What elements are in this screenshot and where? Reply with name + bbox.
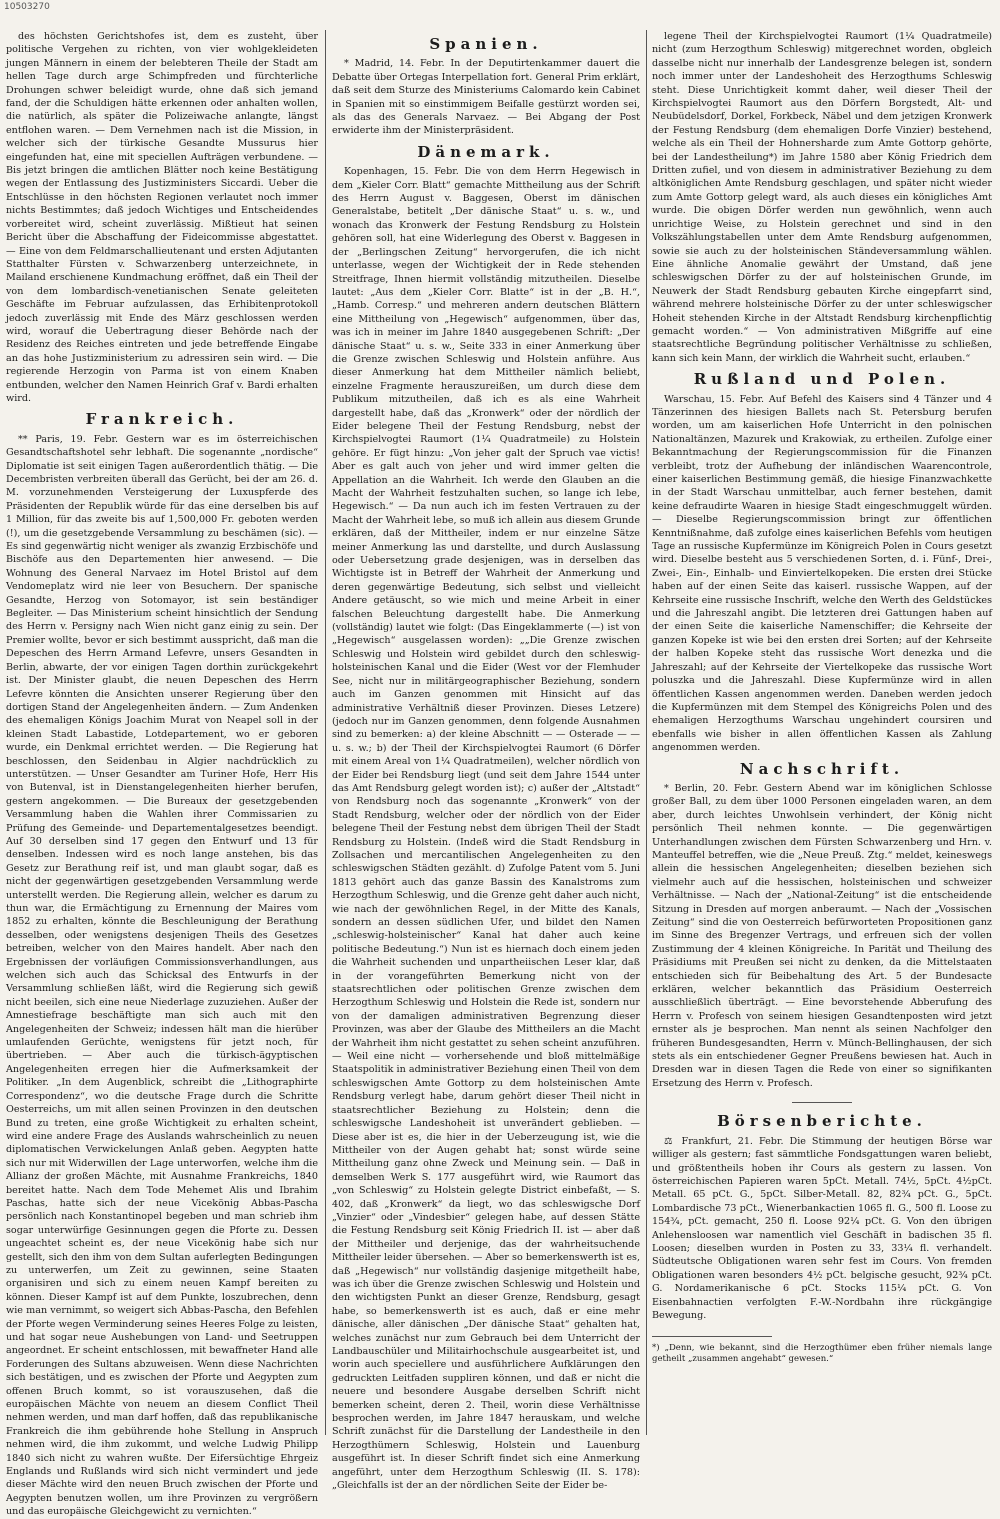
section-heading-nachschrift: Nachschrift.	[739, 759, 905, 778]
section-heading-boersenberichte: Börsenberichte.	[717, 1112, 927, 1131]
section-heading-russland-polen: Rußland und Polen.	[693, 370, 951, 389]
column-2	[332, 30, 640, 1492]
footnote: *) „Denn, wie bekannt, sind die Herzogthümer eben früher niemals lange getheilt „zusammen angehabt“ gewesen.“	[652, 1343, 992, 1365]
divider	[792, 1102, 852, 1103]
section-heading-spanien: Spanien.	[429, 35, 543, 53]
column-rule	[325, 30, 326, 1435]
article-paragraph: ⚖ Frankfurt, 21. Febr. Die Stimmung der heutigen Börse war williger als gestern; fast sämmtliche Fondsgattungen waren beliebt, und größtentheils hoben ihr Cours als gestern zu lassen. Von österreichischen Papieren waren 5pCt. Metall. 74½, 5pCt. 4½pCt. Metall. 65 pCt. G., 5pCt. Silber-Metall. 82, 82¾ pCt. G., 5pCt. Lombardische 73 pCt., Wienerbankactien 1065 fl. G., 500 fl. Loose zu 154¾, pCt. gemacht, 250 fl. Loose 92¼ pCt. G. Von den übrigen Anlehensloosen war namentlich viel Geschäft in badischen 35 fl. Loosen; dieselben wurden in Posten zu 33, 33¼ fl. verhandelt. Südteutsche Obligationen waren sehr fest im Cours. Von fremden Obligationen waren besonders 4½ pCt. belgische gesucht, 92¾ pCt. G. Nordamerikanische 6 pCt. Stocks 115¼ pCt. G. Von Eisenbahnactien verfolgten F.-W.-Nordbahn ihre rückgängige Bewegung.	[652, 1135, 992, 1321]
article-paragraph: ** Paris, 19. Febr. Gestern war es im österreichischen Gesandtschaftshotel sehr lebhaft. Die sogenannte „nordische“ Diplomatie ist seit einigen Tagen außerordentlich thätig. — Die Decembristen verbreiten überall das Gerücht, bei der am 26. d. M. vorzunehmenden Versteigerung der Luxuspferde des Präsidenten der Republik würde für das eine derselben bis auf 1 Million, für das zweite bis auf 1,500,000 Fr. geboten werden (!), um die gesetzgebende Versammlung zu beschämen (sic). — Es sind gegenwärtig nicht weniger als zwanzig Erzbischöfe und Bischöfe aus den Departementen hier anwesend. — Die Wohnung des General Narvaez im Hotel Bristol auf dem Vendomeplatz wird nie leer von Besuchern. Der spanische Gesandte, Herzog von Sotomayor, ist sein beständiger Begleiter. — Das Ministerium scheint hinsichtlich der Sendung des Herrn v. Persigny nach Wien nicht ganz einig zu sein. Der Premier wollte, bevor er sich bestimmt ausspricht, daß man die Depeschen des Herrn Armand Lefevre, unsers Gesandten in Berlin, abwarte, der vor einigen Tagen dorthin zurückgekehrt ist. Der Minister glaubt, die neuen Depeschen des Herrn Lefevre könnten die Ansichten unserer Regierung über den dortigen Stand der Angelegenheiten ändern. — Zum Andenken des ehemaligen Königs Joachim Murat von Neapel soll in der kleinen Stadt Labastide, Lotdepartement, wo er geboren wurde, ein Denkmal errichtet werden. — Die Regierung hat beschlossen, den Seidenbau in Algier nachdrücklich zu unterstützen. — Unser Gesandter am Turiner Hofe, Herr His von Butenval, ist in Dienstangelegenheiten hierher berufen, gestern angekommen. — Die Bureaux der gesetzgebenden Versammlung haben die Wahlen ihrer Commissarien zu Prüfung des Gemeinde- und Departementalgesetzes beendigt. Auf 30 derselben sind 17 gegen den Entwurf und 13 für denselben. Indessen wird es noch lange anstehen, bis das Gesetz zur Berathung reif ist, und man glaubt sogar, daß es nicht der gegenwärtigen gesetzgebenden Versammlung werde unterstellt werden. Die Regierung allein, welcher es darum zu thun war, die Ermächtigung zu Ernennung der Maires vom 1852 zu erhalten, könnte die Beschleunigung der Berathung desselben, oder wenigstens desjenigen Theils des Gesetzes betreiben, welcher von den Maires handelt. Aber nach den Ergebnissen der vorläufigen Commissionsverhandlungen, aus welchen sich auch das Schicksal des Entwurfs in der Versammlung schließen läßt, wird die Regierung sich gewiß nicht beeilen, sich eine neue Niederlage zuzuziehen. Außer der Amnestiefrage beschäftigte man sich auch mit den Angelegenheiten der Schweiz; indessen hält man die hierüber umlaufenden Gerüchte, wenigstens für jetzt noch, für übertrieben. — Aber auch die türkisch-ägyptischen Angelegenheiten erregen hier die Aufmerksamkeit der Politiker. „In dem Augenblick, schreibt die „Lithographirte Correspondenz“, wo die deutsche Frage durch die Schritte Oesterreichs, um mit allen seinen Provinzen in den deutschen Bund zu treten, eine große Wichtigkeit zu erhalten scheint, wird eine andere Frage des Auslands wahrscheinlich zu neuen diplomatischen Verwickelungen Anlaß geben. Aegypten hatte sich nur mit Widerwillen der Lage unterworfen, welche ihm die Allianz der großen Mächte, mit Ausnahme Frankreichs, 1840 bereitet hatte. Nach dem Tode Mehemet Alis und Ibrahim Paschas, hatte sich der neue Vicekönig Abbas-Pascha persönlich nach Konstantinopel begeben und man schrieb ihm sogar unterwürfige Gesinnungen gegen die Pforte zu. Dessen ungeachtet scheint es, der neue Vicekönig habe sich nur gestellt, sich den ihm von dem Sultan auferlegten Bedingungen zu unterwerfen, um Zeit zu gewinnen, seine Staaten organisiren und sich zu einem neuen Kampf bereiten zu können. Dieser Kampf ist auf dem Punkte, loszubrechen, denn wie man vernimmt, so weigert sich Abbas-Pascha, den Befehlen der Pforte wegen Verminderung seines Heeres Folge zu leisten, und hat sogar neue Aushebungen von Land- und Seetruppen angeordnet. Er scheint entschlossen, mit bewaffneter Hand alle Forderungen des Sultans abzuweisen. Wenn diese Nachrichten sich bestätigen, und es zwischen der Pforte und Aegypten zum offenen Bruch kommt, so ist vorauszusehen, daß die europäischen Mächte von neuem an diesem Conflict Theil nehmen werden, und man darf hoffen, daß das republikanische Frankreich die ihm gebührende hohe Stellung in Anspruch nehmen wird, die ihm zukommt, und welche Ludwig Philipp 1840 sich nicht zu wahren wußte. Der Eifersüchtige Ehrgeiz Englands und Rußlands wird sich nicht vermindert und jede dieser Mächte wird den neuen Bruch zwischen der Pforte und Aegypten benutzen wollen, um ihre Provinzen zu vergrößern und das europäische Gleichgewicht zu vernichten.“	[6, 433, 318, 1518]
section-heading-frankreich: Frankreich.	[85, 410, 239, 429]
article-paragraph: * Madrid, 14. Febr. In der Deputirtenkammer dauert die Debatte über Ortegas Interpellation fort. General Prim erklärt, daß seit dem Sturze des Ministeriums Calomardo kein Cabinet in Spanien mit so einstimmigem Beifalle gestürzt worden sei, als das des Generals Narvaez. — Bei Abgang der Post erwiderte ihm der Ministerpräsident.	[332, 58, 640, 137]
article-paragraph: * Berlin, 20. Febr. Gestern Abend war im königlichen Schlosse großer Ball, zu dem über 1000 Personen eingeladen waren, an dem aber, durch leichtes Unwohlsein verhindert, der König nicht persönlich Theil nehmen konnte. — Die gegenwärtigen Unterhandlungen zwischen dem Fürsten Schwarzenberg und Hrn. v. Manteuffel betreffen, wie die „Neue Preuß. Ztg.“ meldet, keineswegs allein die hessischen Angelegenheiten; dieselben beziehen sich vielmehr auch auf die hessischen, holsteinischen und schweizer Verhältnisse. — Nach der „National-Zeitung“ ist die entscheidende Sitzung in Dresden auf morgen anberaumt. — Nach der „Vossischen Zeitung“ sind die von Oesterreich befürworteten Propositionen ganz im Sinne des Bregenzer Vertrags, und erfreuen sich der vollen Zustimmung der 4 kleinen Königreiche. In Parität und Theilung des Präsidiums mit Preußen sei nicht zu denken, da die Mittelstaaten entschieden sich für Beibehaltung des Art. 5 der Bundesacte erklären, welcher bekanntlich das Präsidium Oesterreich ausschließlich überträgt. — Eine bevorstehende Abberufung des Herrn v. Profesch von seinem hiesigen Gesandtenposten wird jetzt ernster als je besprochen. Man nennt als seinen Nachfolger den früheren Bundesgesandten, Herrn v. Münch-Bellinghausen, der sich stets als ein entschiedener Gegner Preußens bewiesen hat. Auch in Dresden war in diesen Tagen die Rede von einer so signifikanten Ersetzung des Herrn v. Profesch.	[652, 782, 992, 1089]
column-3	[652, 30, 992, 1435]
column-1	[6, 30, 318, 1518]
footnote-divider	[652, 1336, 772, 1337]
section-heading-daenemark: Dänemark.	[417, 142, 555, 161]
column-rule	[646, 30, 647, 1435]
article-paragraph: Warschau, 15. Febr. Auf Befehl des Kaisers sind 4 Tänzer und 4 Tänzerinnen des hiesigen Ballets nach St. Petersburg berufen worden, um am kaiserlichen Hofe Unterricht in den polnischen Nationaltänzen, Mazurek und Krakowiak, zu ertheilen. Zufolge einer Bekanntmachung der Regierungscommission für die Finanzen verbleibt, trotz der Aufhebung der inländischen Waarencontrole, einer kaiserlichen Bestimmung gemäß, die hiesige Finanzwachkette in der Stadt Warschau unmittelbar, auch ferner bestehen, damit keine defraudirte Waaren in hiesige Stadt eingeschmuggelt würden. — Dieselbe Regierungscommission bringt zur öffentlichen Kenntnißnahme, daß zufolge eines kaiserlichen Befehls vom heutigen Tage an russische Kupfermünze im Königreich Polen in Cours gesetzt wird. Dieselbe besteht aus 5 verschiedenen Sorten, d. i. Fünf-, Drei-, Zwei-, Ein-, Einhalb- und Einviertelkopeken. Die ersten drei Stücke haben auf der einen Seite das kaiserl. russische Wappen, auf der Kehrseite eine russische Inschrift, welche den Werth des Geldstückes und die Jahreszahl angibt. Die letzteren drei Gattungen haben auf der einen Seite die kaiserliche Namenschiffer; die Kehrseite der ganzen Kopeke ist wie bei den ersten drei Sorten; auf der Kehrseite der halben Kopeke steht das russische Wort denezka und die Jahreszahl; auf der Kehrseite der Viertelkopeke das russische Wort poluszka und die Jahreszahl. Diese Kupfermünze wird in allen öffentlichen Kassen angenommen werden. Daneben werden jedoch die Kupfermünzen mit dem Stempel des Königreichs Polen und des ehemaligen Herzogthums Warschau ungehindert coursiren und ebenfalls wie bisher in allen öffentlichen Kassen als Zahlung angenommen werden.	[652, 393, 992, 754]
article-paragraph: legene Theil der Kirchspielvogtei Raumort (1¼ Quadratmeile) nicht (zum Herzogthum Schleswig) mitgerechnet worden, obgleich dasselbe nicht nur innerhalb der Landesgrenze belegen ist, sondern noch immer unter der Landeshoheit des Herzogthums Schleswig steht. Diese Unrichtigkeit kommt daher, weil dieser Theil der Kirchspielvogtei Raumort aus den Dörfern Borgstedt, Alt- und Neubüdelsdorf, Dorkel, Forkbeck, Näbel und dem jetzigen Kronwerk der Festung Rendsburg (dem ehemaligen Dorfe Vinzier) bestehend, welche als ein Theil der Hohnersharde zum Amte Gottorp gehörte, bei der Landestheilung*) im Jahre 1580 aber König Friedrich dem Dritten zufiel, und von diesem in administrativer Beziehung zu dem altköniglichen Amte Rendsburg geschlagen, und später nicht wieder zum Amte Gottorp gelegt ward, als auch dieses ein königliches Amt wurde. Die obigen Dörfer werden nun gewöhnlich, wenn auch unrichtige Weise, zu Holstein gerechnet und sind in den Volkszählungstabellen unter dem Amte Rendsburg aufgenommen, sowie sie auch zu der holsteinischen Ständeversammlung wählen. Eine ähnliche Anomalie gewährt der Umstand, daß jene schleswigschen Dörfer zu der auf holsteinischen Grunde, im Neuwerk der Stadt Rendsburg gebauten Kirche eingepfarrt sind, während mehrere holsteinische Dörfer zu der unter schleswigscher Hoheit stehenden Kirche in der Altstadt Rendsburg kirchenpflichtig gemacht worden.“ — Von administrativen Mißgriffe auf eine staatsrechtliche Begründung politischer Verhältnisse zu schließen, kann sich kein Mann, der wirklich die Wahrheit sucht, erlauben.“	[652, 31, 992, 364]
article-paragraph: Kopenhagen, 15. Febr. Die von dem Herrn Hegewisch in dem „Kieler Corr. Blatt“ gemachte Mittheilung aus der Schrift des Herrn August v. Baggesen, Oberst im dänischen Generalstabe, betitelt „Der dänische Staat“ u. s. w., und wonach das Kronwerk der Festung Rendsburg zu Holstein gehören soll, hat eine Widerlegung des Oberst v. Baggesen in der „Berlingschen Zeitung“ hervorgerufen, die ich nicht unterlasse, wegen der Wichtigkeit der in Rede stehenden Streitfrage, Ihnen hiermit vollständig mitzutheilen. Dieselbe lautet: „Aus dem „Kieler Corr. Blatte“ ist in der „B. H.“, „Hamb. Corresp.“ und mehreren andern deutschen Blättern eine Mittheilung von „Hegewisch“ aufgenommen, über das, was ich in meiner im Jahre 1840 ausgegebenen Schrift: „Der dänische Staat“ u. s. w., Seite 333 in einer Anmerkung über die Grenze zwischen Schleswig und Holstein anführe. Aus dieser Anmerkung hat dem Mittheiler nämlich beliebt, einzelne Fragmente herauszureißen, um durch diese dem Publikum mitzutheilen, daß ich es als eine Wahrheit dargestellt habe, daß das „Kronwerk“ oder der nördlich der Eider belegene Theil der Festung Rendsburg, nebst der Kirchspielvogtei Raumort (1¼ Quadratmeile) zu Holstein gehöre. Er fügt hinzu: „Von jeher galt der Spruch vae victis! Aber es galt auch von jeher und wird immer gelten die Appellation an die Wahrheit. Ich werde den Glauben an die Macht der Wahrheit festzuhalten suchen, so lange ich lebe, Hegewisch.“ — Da nun auch ich im festen Vertrauen zu der Macht der Wahrheit lebe, so muß ich allein aus diesem Grunde erklären, daß der Mittheiler, indem er nur einzelne Sätze meiner Anmerkung las und darstellte, und durch Auslassung oder Uebersetzung grade desjenigen, was in derselben das Wichtigste ist in Betreff der Wahrheit der Anmerkung und deren gegenwärtige Bedeutung, sich selbst und vielleicht Andere getäuscht, so wie mich und meine Arbeit in einer falschen Beleuchtung dargestellt habe. Die Anmerkung (vollständig) lautet wie folgt: (Das Eingeklammerte (—) ist von „Hegewisch“ ausgelassen worden): „„Die Grenze zwischen Schleswig und Holstein wird gebildet durch den schleswig-holsteinischen Kanal und die Eider (West vor der Flemhuder See, nicht nur in militärgeographischer Beziehung, sondern auch im Ganzen genommen mit Hinsicht auf das administrative Verhältniß dieser Provinzen. Dieses Letzere) (jedoch nur im Ganzen genommen, denn folgende Ausnahmen sind zu bemerken: a) der kleine Abschnitt — — Osterade — — u. s. w.; b) der Theil der Kirchspielvogtei Raumort (6 Dörfer mit einem Areal von 1¼ Quadratmeilen), welcher nördlich von der Eider bei Rendsburg liegt (und seit dem Jahre 1544 unter das Amt Rendsburg gelegt worden ist); c) außer der „Altstadt“ von Rendsburg noch das sogenannte „Kronwerk“ von der Stadt Rendsburg, welcher oder der nördlich von der Eider belegene Theil der Festung nebst dem übrigen Theil der Stadt Rendsburg zu Holstein. (Indeß wird die Stadt Rendsburg in Zollsachen und mercantilischen Angelegenheiten zu den schleswigschen Städten gezählt. d) Zufolge Patent vom 5. Juni 1813 gehört auch das ganze Bassin des Kanalstroms zum Herzogthum Schleswig, und die Grenze geht daher auch nicht, wie nach der gewöhnlichen Regel, in der Mitte des Kanals, sondern an dessen südlichen Ufer, und bildet den Namen „schleswig-holsteinischer“ Kanal hat daher auch keine politische Bedeutung.“) Nun ist es hiernach doch einem jeden die Wahrheit suchenden und unpartheiischen Leser klar, daß in der vorangeführten Bemerkung nicht von der staatsrechtlichen oder politischen Grenze zwischen dem Herzogthum Schleswig und Holstein die Rede ist, sondern nur von der damaligen administrativen Begrenzung dieser Provinzen, was aber der Glaube des Mittheilers an die Macht der Wahrheit ihm nicht gestattet zu sehen scheint anzuführen. — Weil eine nicht — vorhersehende und bloß mittelmäßige Staatspolitik in administrativer Beziehung einen Theil von dem schleswigschen Amte Gottorp zu dem holsteinischen Amte Rendsburg verlegt habe, darum gehört dieser Theil nicht in staatsrechtlicher Beziehung zu Holstein; denn die schleswigsche Landeshoheit ist unverändert geblieben. — Diese aber ist es, die hier in der Ueberzeugung ist, wie die Mittheiler von der Augen gehabt hat; sonst würde seine Mittheilung ganz ohne Zweck und Meinung sein. — Daß in demselben Werk S. 177 ausgeführt wird, wie Raumort das „von Schleswig“ zu Holstein gelegte District einbefaßt, — S. 402, daß „Kronwerk“ da liegt, wo das schleswigsche Dorf „Vinzier“ oder „Vindesbier“ gelegen habe, auf dessen Stätte die Festung Rendsburg seit König Friedrich II. ist — aber daß der Mittheiler und derjenige, das der wahrheitsuchende Mittheiler leider übersehen. — Aber so bemerkenswerth ist es, daß „Hegewisch“ nur vollständig dasjenige mitgetheilt habe, was ich über die Grenze zwischen Schleswig und Holstein und den wichtigsten Punkt an dieser Grenze, Rendsburg, gesagt habe, so bemerkenswerth ist es auch, daß er eine mehr dänische, aller dänischen „Der dänische Staat“ gehalten hat, welches zunächst nur zum Gebrauch bei dem Unterricht der Landbauschüler und Militairhochschule ausgearbeitet ist, und worin auch speciellere und ausführlichere Aufklärungen den gedruckten Leitfaden suppliren können, und daß er nicht die neuere und besondere Ausgabe derselben Schrift nicht bemerken scheint, deren 2. Theil, worin diese Verhältnisse besprochen werden, im Jahre 1847 herauskam, und welche Schrift zunächst für die Darstellung der Landestheile in den Herzogthümern Schleswig, Holstein und Lauenburg ausgeführt ist. In dieser Schrift findet sich eine Anmerkung angeführt, unter dem Herzogthum Schleswig (II. S. 178): „Gleichfalls ist der an der nördlichen Seite der Eider be-	[332, 166, 640, 1492]
page-id: 10503270	[4, 2, 50, 12]
article-paragraph: des höchsten Gerichtshofes ist, dem es zusteht, über politische Vergehen zu richten, von vier wohlgekleideten jungen Männern in einem der belebteren Theile der Stadt am hellen Tage durch arge Schimpfreden und fürchterliche Drohungen schwer beleidigt wurde, ohne daß sich jemand fand, der die Schuldigen hätte erkennen oder anhalten wollen, die natürlich, als später die Polizeiwache anlangte, längst entflohen waren. — Dem Vernehmen nach ist die Mission, in welcher sich der türkische Gesandte Mussurus hier eingefunden hat, eine mit speciellen Aufträgen verbundene. — Bis jetzt bringen die amtlichen Blätter noch keine Bestätigung wegen der Entlassung des Justizministers Siccardi. Ueber die Entschlüsse in den höchsten Regionen verlautet noch immer nichts Bestimmtes; daß jedoch Wichtiges und Entscheidendes vorbereitet wird, scheint zuverlässig. Mißtieut hat seinen Bericht über die Abschaffung der Fideicommisse abgestattet. — Eine von dem Feldmarschallieutenant und ersten Adjutanten Statthalter Fürsten v. Schwarzenberg unterzeichnete, in Mailand erschienene Kundmachung eröffnet, daß ein Theil der von dem lombardisch-venetianischen Senate geleiteten Geschäfte im Februar aufzulassen, das Erhibitenprotokoll jedoch zuverlässig mit Ende des März geschlossen werden wird, worauf die Uebertragung dieser Behörde nach der Residenz des Reiches eintreten und jede betreffende Eingabe an das hohe Justizministerium zu adressiren sein wird. — Die regierende Herzogin von Parma ist von einem Knaben entbunden, welcher den Namen Heinrich Graf v. Bardi erhalten wird.	[6, 31, 318, 404]
